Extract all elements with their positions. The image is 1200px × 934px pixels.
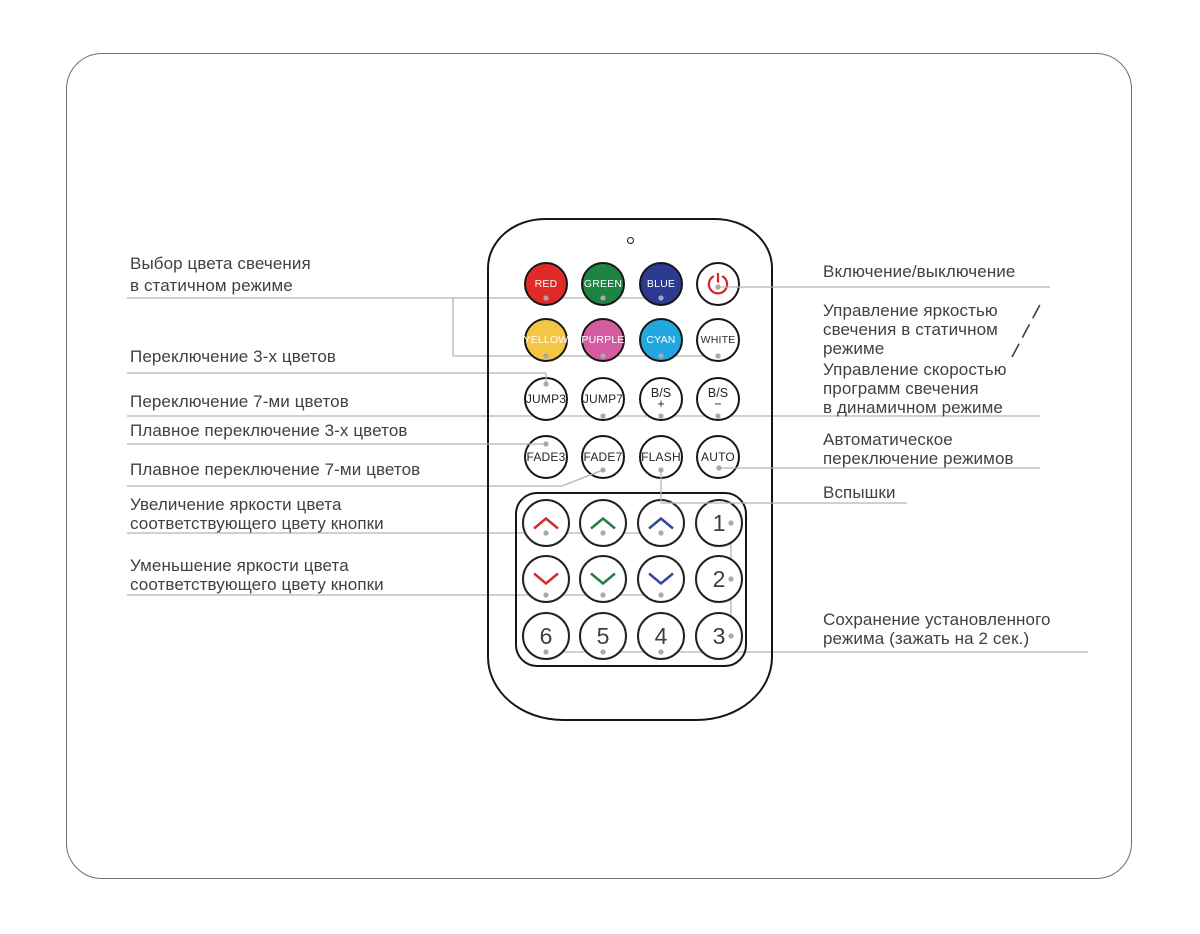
label-jump3: Переключение 3-х цветов <box>130 347 337 366</box>
num-4-label: 4 <box>654 622 668 649</box>
num-2-button[interactable] <box>695 555 743 603</box>
chevron-up-icon <box>646 514 676 532</box>
white-button-label: WHITE <box>700 334 736 346</box>
fade7-button[interactable] <box>581 435 625 479</box>
cyan-button[interactable] <box>639 318 683 362</box>
num-5-label: 5 <box>596 622 610 649</box>
num-6-button[interactable] <box>522 612 570 660</box>
auto-button-label: AUTO <box>701 450 735 464</box>
label-fade3: Плавное переключение 3-х цветов <box>130 421 408 440</box>
bs-plus-button-label: B/S + <box>650 386 672 411</box>
power-button[interactable] <box>696 262 740 306</box>
num-6-label: 6 <box>539 622 553 649</box>
yellow-button[interactable] <box>524 318 568 362</box>
bs-plus-button[interactable] <box>639 377 683 421</box>
jump3-button-label: JUMP3 <box>525 392 567 406</box>
label-brightness-down: Уменьшение яркости цвета соответствующего цвету кнопки <box>130 556 384 594</box>
flash-button-label: FLASH <box>641 450 681 464</box>
blue-button[interactable] <box>639 262 683 306</box>
fade3-button-label: FADE3 <box>526 450 566 464</box>
num-3-label: 3 <box>712 622 726 649</box>
red-up-button[interactable] <box>522 499 570 547</box>
blue-down-button[interactable] <box>637 555 685 603</box>
jump3-button[interactable] <box>524 377 568 421</box>
purple-button-label: PURPLE <box>581 334 625 346</box>
fade3-button[interactable] <box>524 435 568 479</box>
num-4-button[interactable] <box>637 612 685 660</box>
label-static-color-select: Выбор цвета свечения в статичном режиме <box>130 254 311 295</box>
label-brightness-up: Увеличение яркости цвета соответствующего цвету кнопки <box>130 495 384 533</box>
jump7-button[interactable] <box>581 377 625 421</box>
num-3-button[interactable] <box>695 612 743 660</box>
label-auto-mode: Автоматическое переключение режимов <box>823 430 1014 468</box>
chevron-up-icon <box>531 514 561 532</box>
num-2-label: 2 <box>712 565 726 592</box>
ir-led <box>627 237 634 244</box>
auto-button[interactable] <box>696 435 740 479</box>
label-jump7: Переключение 7-ми цветов <box>130 392 349 411</box>
num-1-label: 1 <box>712 509 726 536</box>
label-save-mode: Сохранение установленного режима (зажать на 2 сек.) <box>823 610 1051 648</box>
red-button[interactable] <box>524 262 568 306</box>
cyan-button-label: CYAN <box>646 334 676 346</box>
chevron-down-icon <box>531 570 561 588</box>
flash-button[interactable] <box>639 435 683 479</box>
purple-button[interactable] <box>581 318 625 362</box>
green-button[interactable] <box>581 262 625 306</box>
label-speed-dynamic: Управление скоростью программ свечения в динамичном режиме <box>823 360 1007 417</box>
label-flash: Вспышки <box>823 483 896 502</box>
num-5-button[interactable] <box>579 612 627 660</box>
red-down-button[interactable] <box>522 555 570 603</box>
blue-button-label: BLUE <box>646 278 676 290</box>
green-down-button[interactable] <box>579 555 627 603</box>
label-fade7: Плавное переключение 7-ми цветов <box>130 460 421 479</box>
chevron-down-icon <box>588 570 618 588</box>
num-1-button[interactable] <box>695 499 743 547</box>
white-button[interactable] <box>696 318 740 362</box>
blue-up-button[interactable] <box>637 499 685 547</box>
jump7-button-label: JUMP7 <box>582 392 624 406</box>
green-button-label: GREEN <box>583 278 623 290</box>
green-up-button[interactable] <box>579 499 627 547</box>
chevron-down-icon <box>646 570 676 588</box>
bs-minus-button-label: B/S − <box>707 386 729 411</box>
power-icon <box>705 271 731 297</box>
yellow-button-label: YELLOW <box>523 334 569 346</box>
fade7-button-label: FADE7 <box>583 450 623 464</box>
label-brightness-static: Управление яркостью свечения в статичном режиме <box>823 301 998 358</box>
bs-minus-button[interactable] <box>696 377 740 421</box>
chevron-up-icon <box>588 514 618 532</box>
red-button-label: RED <box>534 278 558 290</box>
label-power: Включение/выключение <box>823 262 1016 281</box>
